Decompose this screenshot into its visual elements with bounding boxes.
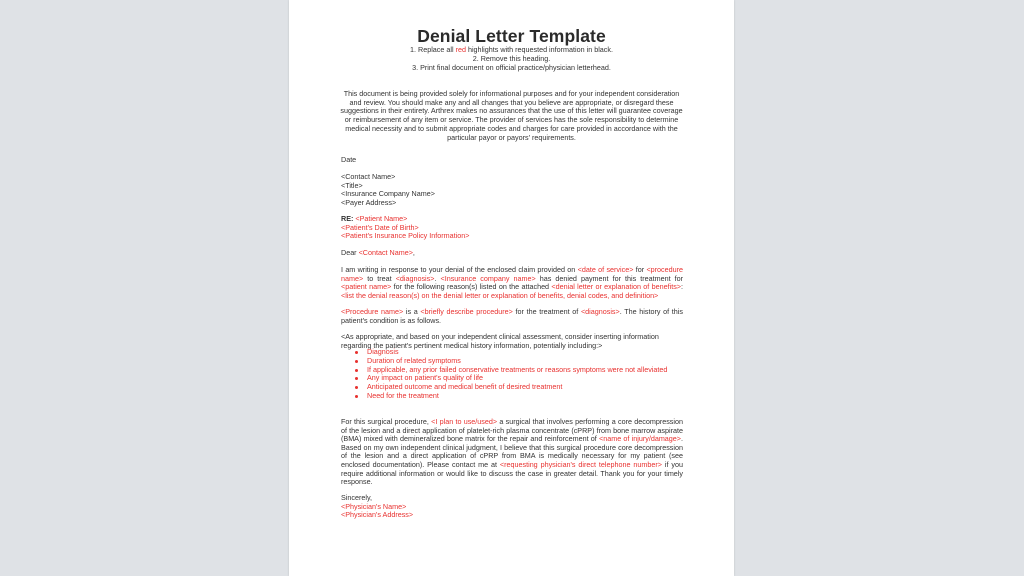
- recipient-block: [341, 173, 683, 207]
- disclaimer-paragraph: This document is being provided solely for informational purposes and for your independent consideration and review. You should make any and all changes that you believe are appropriate, or disregard these suggestions in their entirety. Arthrex makes no assurances that the use of this letter will guarantee coverage or reimbursement of any item or service. The provider of services has the sole responsibility to determine medical necessity and to submit appropriate codes and charges for care provided in accordance with the particular payor or payors' requirements.: [340, 89, 683, 142]
- salutation: Dear <Contact Name>,: [341, 248, 415, 257]
- re-patient-policy: <Patient's Insurance Policy Information>: [341, 231, 470, 241]
- bullet-dot-icon: [355, 377, 358, 380]
- history-bullet-list: [341, 348, 709, 401]
- instruction-line-1: 1. Replace all red highlights with requested information in black.: [410, 45, 613, 54]
- bullet-dot-icon: [355, 351, 358, 354]
- recipient-payer-address: <Payer Address>: [341, 197, 397, 207]
- re-label: RE:: [341, 214, 354, 223]
- bullet-dot-icon: [355, 360, 358, 363]
- re-patient-dob: <Patient's Date of Birth>: [341, 222, 419, 232]
- recipient-contact-name: <Contact Name>: [341, 172, 396, 181]
- page-title: Denial Letter Template: [417, 26, 606, 46]
- paragraph-procedure: <Procedure name> is a <briefly describe procedure> for the treatment of <diagnosis>. The history of this patient's condition is as follows.: [341, 307, 683, 325]
- bullet-dot-icon: [355, 369, 358, 372]
- re-patient-name: <Patient Name>: [355, 214, 408, 223]
- bullet-dot-icon: [355, 395, 358, 398]
- signature-block: [341, 494, 683, 520]
- paragraph-denial-response: I am writing in response to your denial of the enclosed claim provided on <date of service> for <procedure name> to treat <diagnosis>. <Insurance company name> has denied payment for this treatment for <patient name> for the following reason(s) listed on the attached <denial letter or explanation of benefits>: <list the denial reason(s) on the denial letter or explanation of benefits, denial codes, and definition>: [341, 265, 684, 300]
- list-item: Anticipated outcome and medical benefit of desired treatment: [367, 383, 709, 392]
- paragraph-surgical-procedure: For this surgical procedure, <I plan to use/used> a surgical that involves performing a core decompression of the lesion and a direct application of platelet-rich plasma concentrate (cPRP) from bone marrow aspirate (BMA) mixed with demineralized bone matrix for the repair and reinforcement of <name of injury/damage>. Based on my own independent clinical judgment, I believe that this surgical procedure core decompression of the lesion and a direct application of cPRP from BMA is medically necessary for my patient (see enclosed documentation). Please contact me at <requesting physician's direct telephone number> if you require additional information or would like to discuss the case in greater detail. Thank you for your timely response.: [341, 417, 683, 487]
- list-item: Need for the treatment: [367, 392, 709, 401]
- physician-address: <Physician's Address>: [341, 510, 414, 520]
- list-item: Any impact on patient's quality of life: [367, 374, 709, 383]
- list-item: Diagnosis: [367, 348, 709, 357]
- recipient-insurance-company: <Insurance Company Name>: [341, 189, 435, 199]
- list-item: Duration of related symptoms: [367, 357, 709, 366]
- re-block: [341, 215, 683, 241]
- recipient-title: <Title>: [341, 180, 363, 190]
- closing: Sincerely,: [341, 493, 373, 502]
- physician-name: <Physician's Name>: [341, 501, 407, 511]
- instruction-line-2: 2. Remove this heading.: [472, 54, 551, 63]
- instruction-line-3: 3. Print final document on official practice/physician letterhead.: [412, 63, 611, 72]
- bullet-dot-icon: [355, 386, 358, 389]
- document-page: [289, 0, 734, 576]
- letter-date: Date: [341, 155, 357, 164]
- list-item: If applicable, any prior failed conservative treatments or reasons symptoms were not alleviated: [367, 366, 709, 375]
- paragraph-history-prompt: <As appropriate, and based on your independent clinical assessment, consider inserting information regarding the patient's pertinent medical history information, potentially including:>: [341, 332, 659, 350]
